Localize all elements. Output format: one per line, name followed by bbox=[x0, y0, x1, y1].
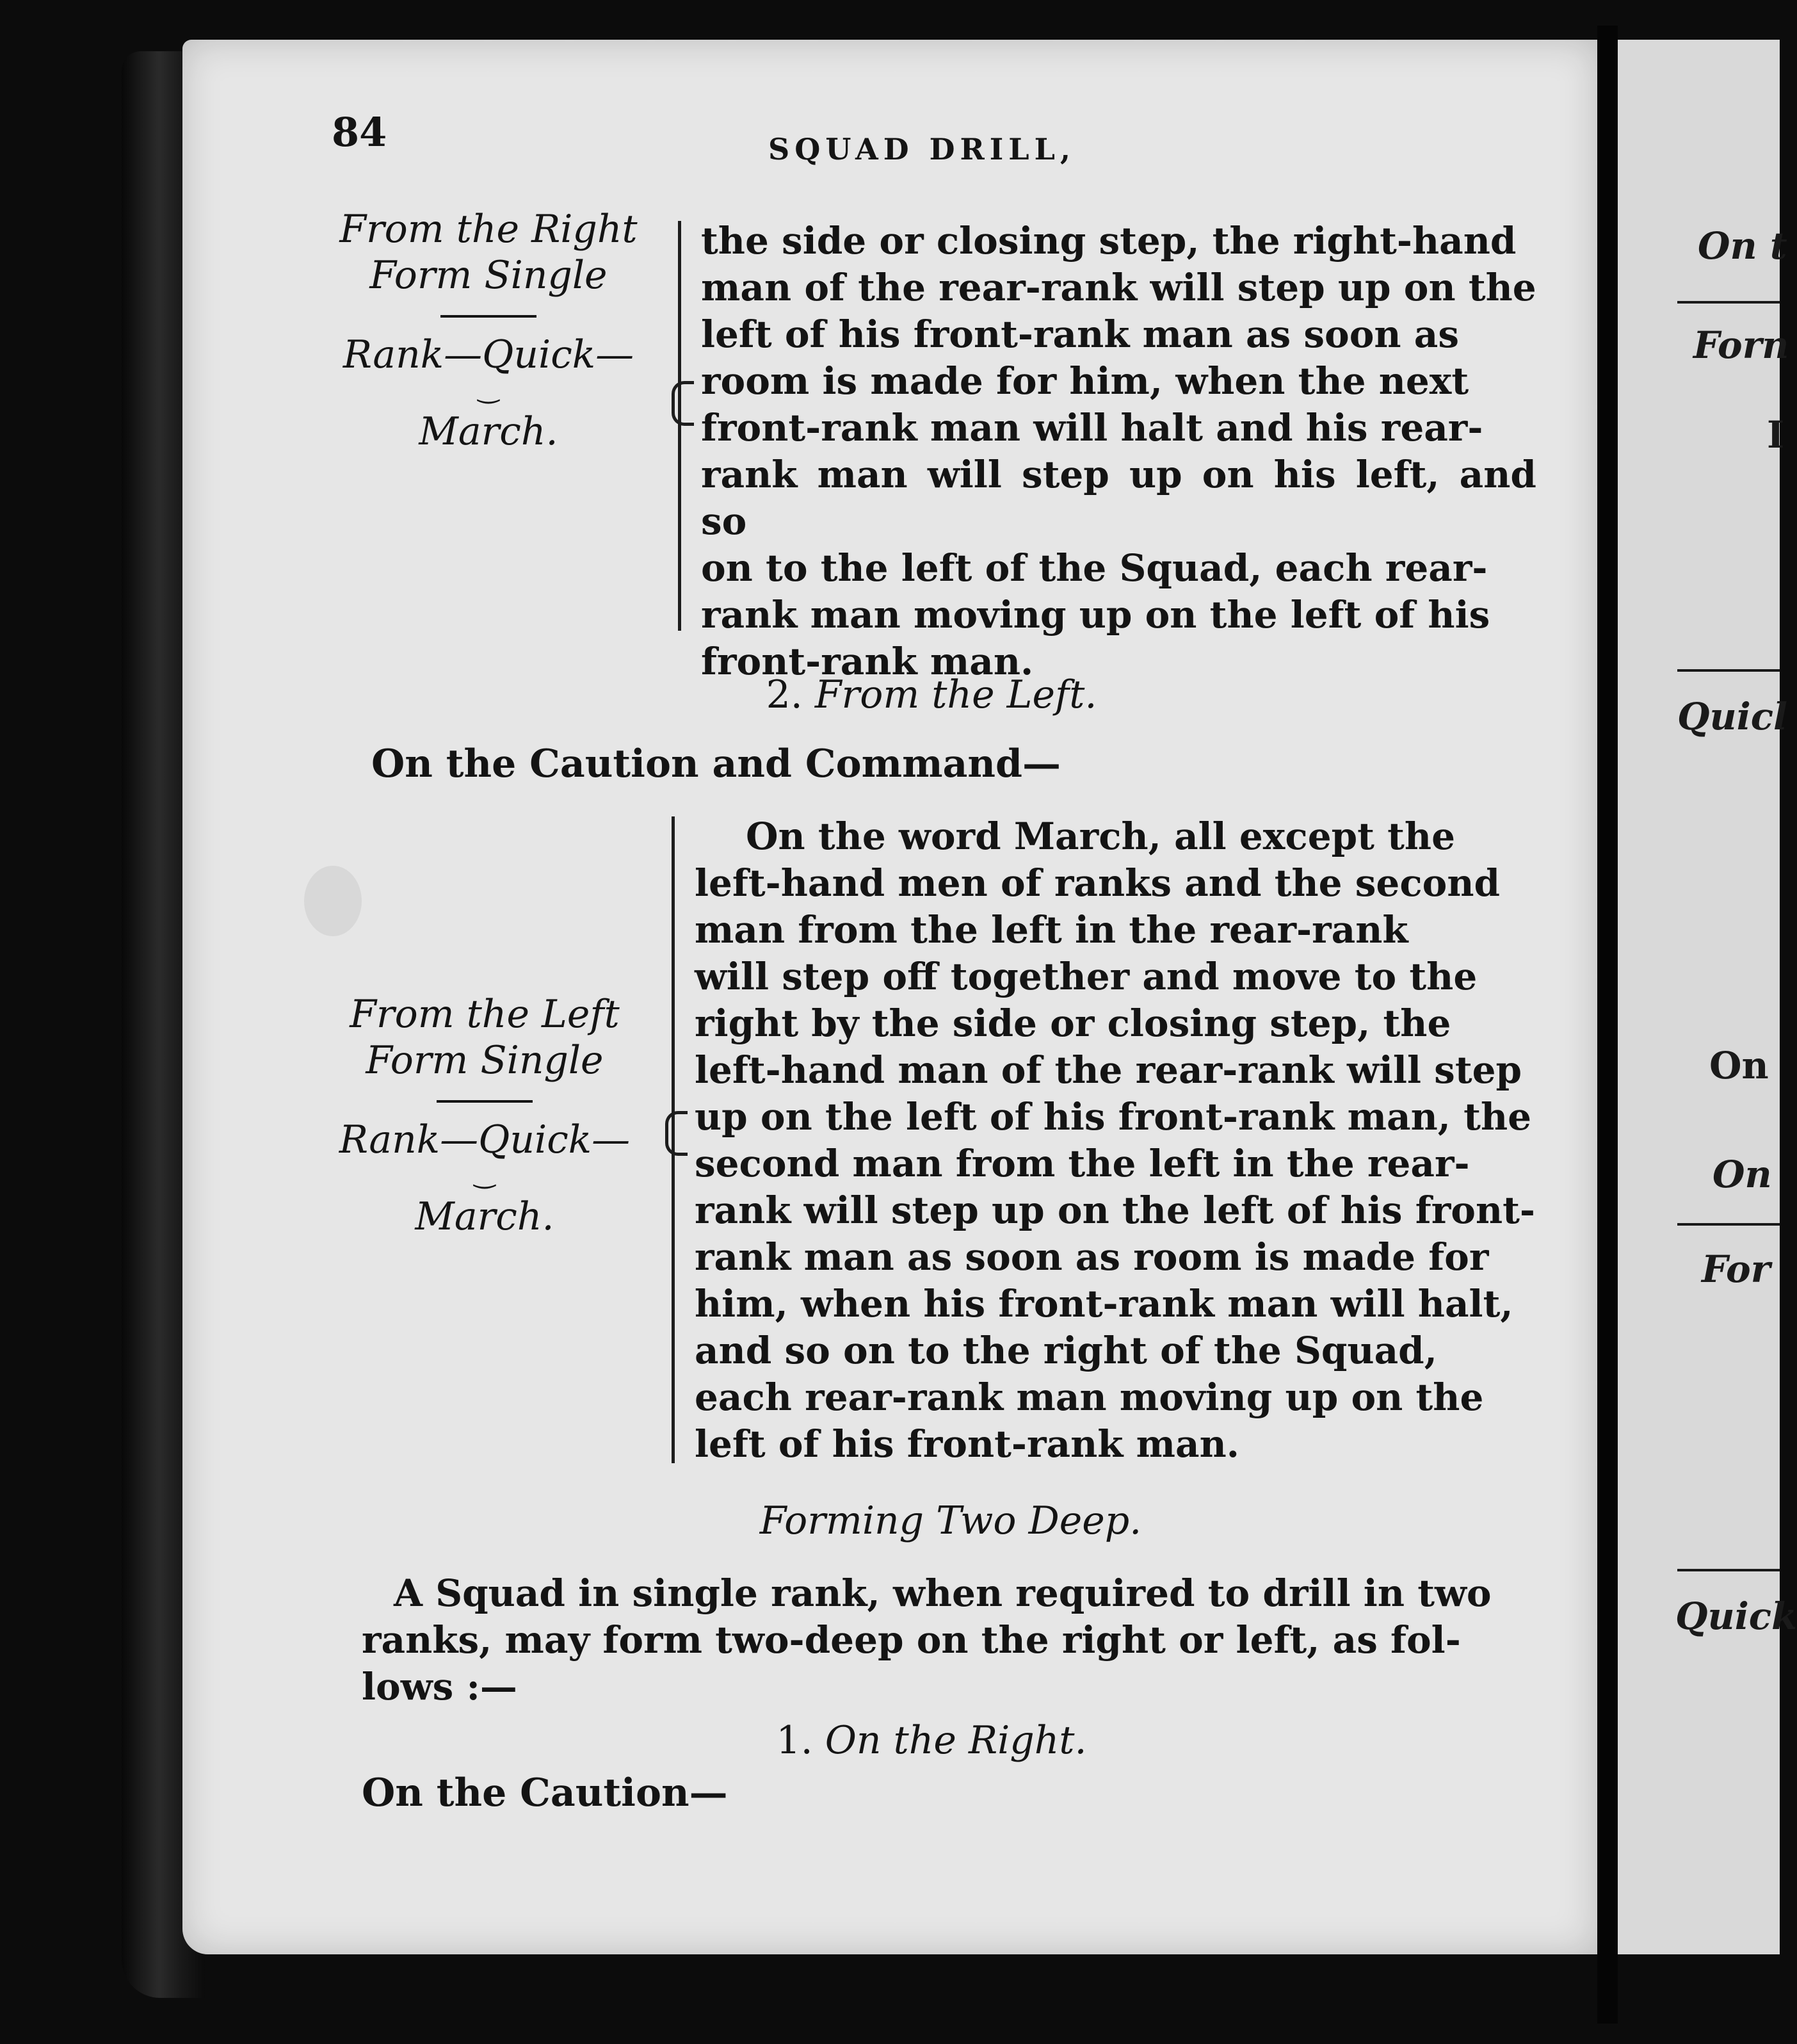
facing-page-fragment: On t bbox=[1698, 224, 1787, 268]
caution-line: On the Caution— bbox=[362, 1771, 728, 1815]
side-note-line: From the Left bbox=[350, 992, 620, 1037]
text-line: the side or closing step, the right-hand bbox=[701, 219, 1517, 263]
paper-blemish bbox=[304, 866, 362, 936]
text-line: rank will step up on the left of his front- bbox=[695, 1188, 1535, 1232]
text-line: left of his front-rank man as soon as bbox=[701, 312, 1460, 356]
facing-page-fragment: On bbox=[1709, 1044, 1769, 1087]
text-line: left-hand man of the rear-rank will step bbox=[695, 1048, 1522, 1092]
section-number: 2. bbox=[766, 672, 803, 717]
caret-mark: ‿ bbox=[474, 1160, 496, 1189]
text-line: man of the rear-rank will step up on the bbox=[701, 266, 1536, 309]
text-line: and so on to the right of the Squad, bbox=[695, 1329, 1437, 1372]
text-line: second man from the left in the rear- bbox=[695, 1142, 1470, 1185]
text-line: him, when his front-rank man will halt, bbox=[695, 1282, 1513, 1326]
sub-heading-title: On the Right. bbox=[825, 1718, 1087, 1763]
side-note-line: March. bbox=[415, 1194, 554, 1239]
brace-point bbox=[665, 1111, 688, 1156]
text-line: ranks, may form two-deep on the right or left, as fol- bbox=[362, 1618, 1461, 1662]
facing-page-fragment: Quick bbox=[1675, 1594, 1797, 1638]
side-note-line: March. bbox=[419, 409, 558, 454]
side-note-from-left bbox=[334, 991, 635, 1240]
facing-page-fragment: I bbox=[1767, 413, 1785, 457]
side-note-line: Form Single bbox=[369, 253, 608, 298]
text-line: left of his front-rank man. bbox=[695, 1422, 1239, 1466]
paragraph-from-right bbox=[701, 218, 1536, 685]
brace-from-left bbox=[663, 816, 688, 1463]
paragraph-two-deep bbox=[362, 1570, 1530, 1710]
text-line: right by the side or closing step, the bbox=[695, 1002, 1451, 1045]
text-line: will step off together and move to the bbox=[695, 955, 1478, 998]
text-line: on to the left of the Squad, each rear- bbox=[701, 546, 1488, 590]
facing-page-fragment: For bbox=[1702, 1247, 1771, 1291]
facing-page-rule bbox=[1677, 669, 1780, 672]
sub-heading-on-right bbox=[0, 1718, 1780, 1763]
facing-page-rule bbox=[1677, 301, 1780, 304]
text-line: left-hand men of ranks and the second bbox=[695, 861, 1501, 905]
brace-stem bbox=[678, 221, 681, 631]
page-number: 84 bbox=[332, 109, 387, 156]
facing-page-rule bbox=[1677, 1223, 1780, 1226]
paragraph-from-left bbox=[695, 813, 1536, 1468]
side-note-line: From the Right bbox=[339, 207, 638, 252]
text-line: front-rank man will halt and his rear- bbox=[701, 406, 1483, 450]
brace-point bbox=[672, 381, 694, 426]
running-title: SQUAD DRILL, bbox=[768, 132, 1076, 166]
section-title: From the Left. bbox=[814, 672, 1097, 717]
brace-from-right bbox=[669, 221, 695, 631]
text-line: man from the left in the rear-rank bbox=[695, 908, 1408, 952]
facing-page-fragment: Quicl bbox=[1677, 695, 1788, 738]
side-note-rule bbox=[437, 1100, 533, 1103]
text-line: rank man moving up on the left of his bbox=[701, 593, 1490, 637]
facing-page-fragment: On bbox=[1712, 1153, 1772, 1196]
sub-heading-number: 1. bbox=[776, 1718, 813, 1763]
facing-page-fragment: Forn bbox=[1693, 323, 1789, 367]
side-note-rule bbox=[440, 315, 536, 318]
side-note-line: Rank—Quick— bbox=[342, 332, 634, 377]
text-line: rank man as soon as room is made for bbox=[695, 1235, 1489, 1279]
text-line: On the word March, all except the bbox=[746, 815, 1456, 858]
text-line: each rear-rank man moving up on the bbox=[695, 1375, 1484, 1419]
caution-command: On the Caution and Command— bbox=[371, 742, 1061, 786]
side-note-line: Form Single bbox=[366, 1038, 604, 1083]
caret-mark: ‿ bbox=[478, 375, 499, 404]
section-heading-two-deep: Forming Two Deep. bbox=[759, 1498, 1142, 1543]
text-line: lows :— bbox=[362, 1665, 517, 1708]
text-line: A Squad in single rank, when required to drill in two bbox=[394, 1571, 1492, 1615]
side-note-from-right bbox=[338, 206, 639, 455]
side-note-line: Rank—Quick— bbox=[339, 1117, 631, 1162]
text-line: front-rank man. bbox=[701, 640, 1034, 683]
text-line: rank man will step up on his left, and so bbox=[701, 453, 1536, 543]
text-line: room is made for him, when the next bbox=[701, 359, 1469, 403]
text-line: up on the left of his front-rank man, the bbox=[695, 1095, 1532, 1139]
facing-page-rule bbox=[1677, 1569, 1780, 1571]
section-heading-from-left bbox=[0, 672, 1780, 717]
